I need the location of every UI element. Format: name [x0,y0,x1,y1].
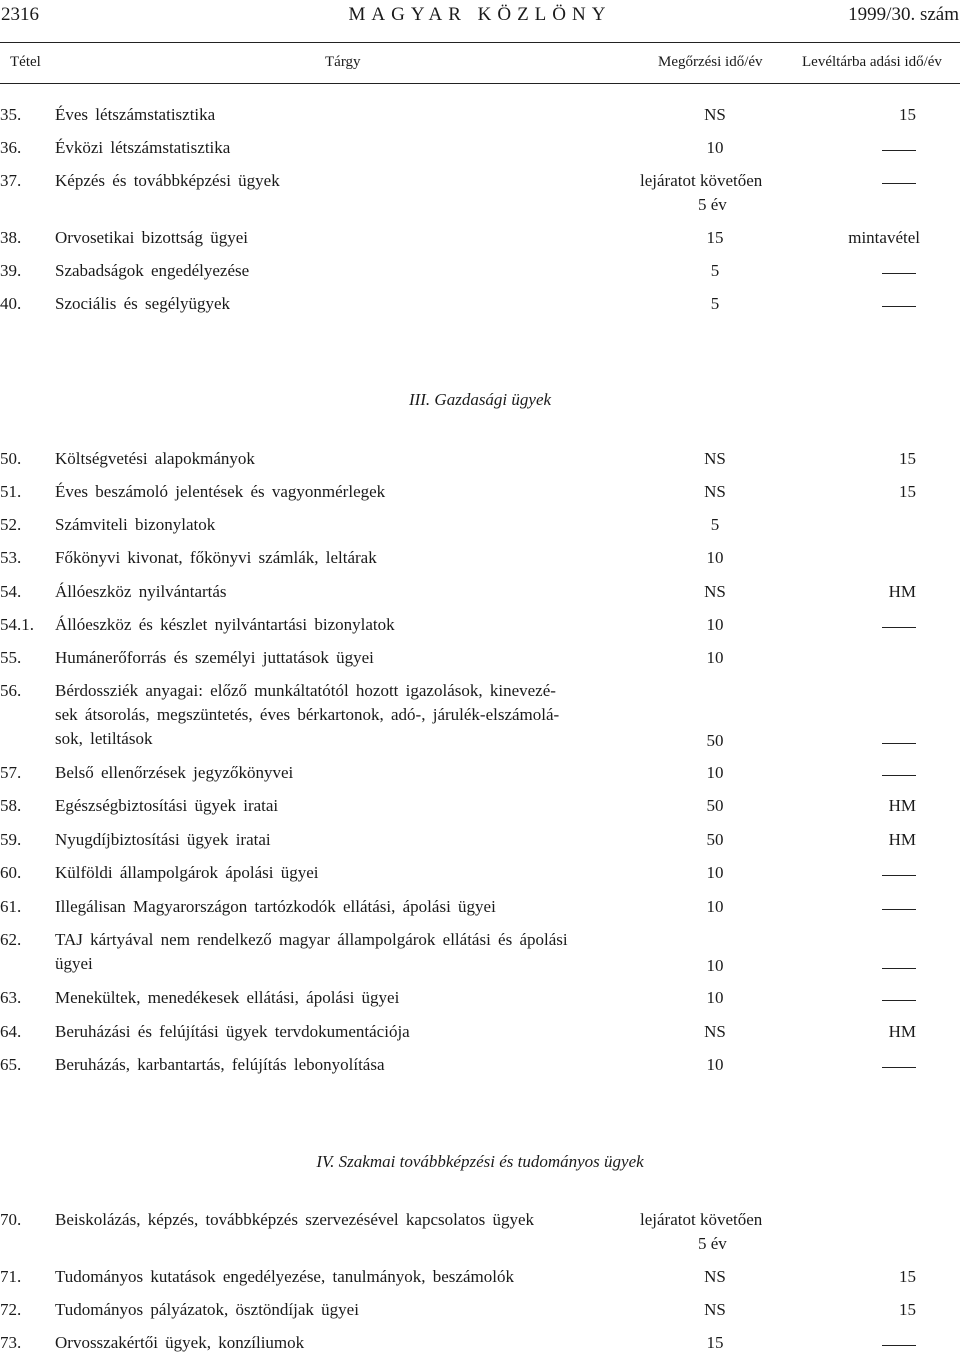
retention-line-1: lejáratot követően [640,171,763,190]
item-number: 70. [0,1210,22,1229]
item-retention: 5 [710,515,720,534]
item-archive: HM [888,1022,916,1041]
item-number: 71. [0,1267,22,1286]
item-archive [820,986,916,1010]
retention-line-1: lejáratot követően [640,1210,763,1229]
item-retention: NS [704,482,726,501]
issue-number: 1999/30. szám [848,4,959,25]
item-number: 50. [0,449,22,468]
item-subject: Tudományos pályázatok, ösztöndíjak ügyei [55,1300,359,1319]
item-subject: Orvosetikai bizottság ügyei [55,228,248,247]
item-number: 37. [0,171,22,190]
item-archive: 15 [899,449,916,468]
item-retention: NS [704,105,726,124]
item-archive: mintavétel [848,228,920,247]
item-subject: Külföldi állampolgárok ápolási ügyei [55,863,319,882]
dash-mark [882,909,916,910]
item-retention: NS [704,449,726,468]
item-archive [820,761,916,785]
item-archive [820,259,916,283]
item-subject: Belső ellenőrzések jegyzőkönyvei [55,763,294,782]
item-number: 57. [0,763,22,782]
item-archive [820,613,916,637]
item-retention: 5 [710,294,720,313]
item-subject: Humánerőforrás és személyi juttatások ügyei [55,648,374,667]
page-header [0,2,960,28]
item-archive [820,1331,916,1355]
retention-line-2: 5 év [698,1234,727,1253]
item-number: 73. [0,1333,22,1352]
item-subject: Tudományos kutatások engedélyezése, tanulmányok, beszámolók [55,1267,514,1286]
item-subject [55,928,655,976]
item-number: 72. [0,1300,22,1319]
dash-mark [882,273,916,274]
item-number: 39. [0,261,22,280]
dash-mark [882,183,916,184]
item-archive [820,954,916,978]
section-heading: IV. Szakmai továbbképzési és tudományos ügyek [316,1152,644,1171]
item-archive [820,169,916,193]
item-number: 56. [0,681,22,700]
item-retention: NS [704,1022,726,1041]
item-archive [820,292,916,316]
subject-line-1: TAJ kártyával nem rendelkező magyar állampolgárok ellátási és ápolási [55,930,568,949]
dash-mark [882,1067,916,1068]
dash-mark [882,1000,916,1001]
item-number: 40. [0,294,22,313]
item-subject: Számviteli bizonylatok [55,515,216,534]
item-subject: Menekültek, menedékesek ellátási, ápolási ügyei [55,988,400,1007]
item-archive: HM [888,582,916,601]
section-heading: III. Gazdasági ügyek [408,390,552,409]
item-subject: Állóeszköz nyilvántartás [55,582,227,601]
item-subject: Orvosszakértői ügyek, konzíliumok [55,1333,305,1352]
item-archive [820,895,916,919]
page-number: 2316 [1,4,39,25]
item-subject: Évközi létszámstatisztika [55,138,231,157]
item-retention: 10 [706,988,724,1007]
item-number: 63. [0,988,22,1007]
item-retention: 15 [706,228,724,247]
dash-mark [882,150,916,151]
item-number: 53. [0,548,22,567]
column-header-item: Tétel [10,54,41,70]
item-number: 54. [0,582,22,601]
item-archive [820,136,916,160]
table-row [0,1208,960,1260]
item-retention: 10 [706,138,724,157]
item-subject: Költségvetési alapokmányok [55,449,255,468]
dash-mark [882,875,916,876]
column-header-retention: Megőrzési idő/év [658,54,763,70]
item-subject: Éves létszámstatisztika [55,105,216,124]
dash-mark [882,1345,916,1346]
item-retention: 5 [710,261,720,280]
item-subject: Képzés és továbbképzési ügyek [55,171,280,190]
item-number: 35. [0,105,22,124]
item-retention: 10 [706,648,724,667]
item-retention: 10 [706,548,724,567]
item-number: 52. [0,515,22,534]
item-number: 64. [0,1022,22,1041]
item-retention: 10 [706,615,724,634]
item-subject: Éves beszámoló jelentések és vagyonmérlegek [55,482,386,501]
item-number: 61. [0,897,22,916]
retention-line-2: 5 év [698,195,727,214]
item-archive [820,1053,916,1077]
item-archive: HM [888,796,916,815]
subject-line-3: sok, letiltások [55,729,153,748]
item-number: 62. [0,930,22,949]
item-retention: 10 [706,863,724,882]
item-number: 60. [0,863,22,882]
column-header-archive: Levéltárba adási idő/év [802,54,942,70]
item-subject: Nyugdíjbiztosítási ügyek iratai [55,830,271,849]
item-subject: Állóeszköz és készlet nyilvántartási bizonylatok [55,615,395,634]
item-number: 59. [0,830,22,849]
item-number: 54.1. [0,615,34,634]
item-archive: 15 [899,1267,916,1286]
item-retention: 50 [706,830,724,849]
item-retention: NS [704,1267,726,1286]
item-subject: Beruházási és felújítási ügyek tervdokumentációja [55,1022,410,1041]
item-archive: 15 [899,1300,916,1319]
item-subject: Szabadságok engedélyezése [55,261,250,280]
item-retention: 15 [706,1333,724,1352]
journal-title: MAGYAR KÖZLÖNY [348,4,612,25]
item-retention [640,1208,800,1256]
item-number: 65. [0,1055,22,1074]
dash-mark [882,968,916,969]
item-archive [820,729,916,753]
item-archive: 15 [899,105,916,124]
item-subject [55,679,655,751]
subject-line-2: ügyei [55,954,93,973]
item-number: 58. [0,796,22,815]
item-number: 51. [0,482,22,501]
item-subject: Beiskolázás, képzés, továbbképzés szervezésével kapcsolatos ügyek [55,1210,535,1229]
table-row [0,679,960,759]
dash-mark [882,775,916,776]
item-subject: Szociális és segélyügyek [55,294,231,313]
item-number: 55. [0,648,22,667]
table-row [0,928,960,984]
item-retention: 10 [706,956,724,975]
item-subject: Főkönyvi kivonat, főkönyvi számlák, leltárak [55,548,377,567]
subject-line-2: sek átsorolás, megszüntetés, éves bérkartonok, adó-, járulék-elszámolá- [55,705,560,724]
item-subject: Egészségbiztosítási ügyek iratai [55,796,279,815]
subject-line-1: Bérdossziék anyagai: előző munkáltatótól hozott igazolások, kinevezé- [55,681,556,700]
item-retention: 10 [706,763,724,782]
column-header-subject: Tárgy [325,54,361,70]
item-archive: HM [888,830,916,849]
dash-mark [882,306,916,307]
item-retention: NS [704,582,726,601]
item-subject: Beruházás, karbantartás, felújítás lebonyolítása [55,1055,385,1074]
item-subject: Illegálisan Magyarországon tartózkodók ellátási, ápolási ügyei [55,897,496,916]
dash-mark [882,627,916,628]
table-header [0,42,960,84]
item-retention: 10 [706,897,724,916]
item-number: 38. [0,228,22,247]
item-retention [640,169,800,217]
item-archive [820,861,916,885]
item-retention: NS [704,1300,726,1319]
item-retention: 50 [706,796,724,815]
dash-mark [882,743,916,744]
item-retention: 10 [706,1055,724,1074]
item-archive: 15 [899,482,916,501]
item-number: 36. [0,138,22,157]
item-retention: 50 [706,731,724,750]
